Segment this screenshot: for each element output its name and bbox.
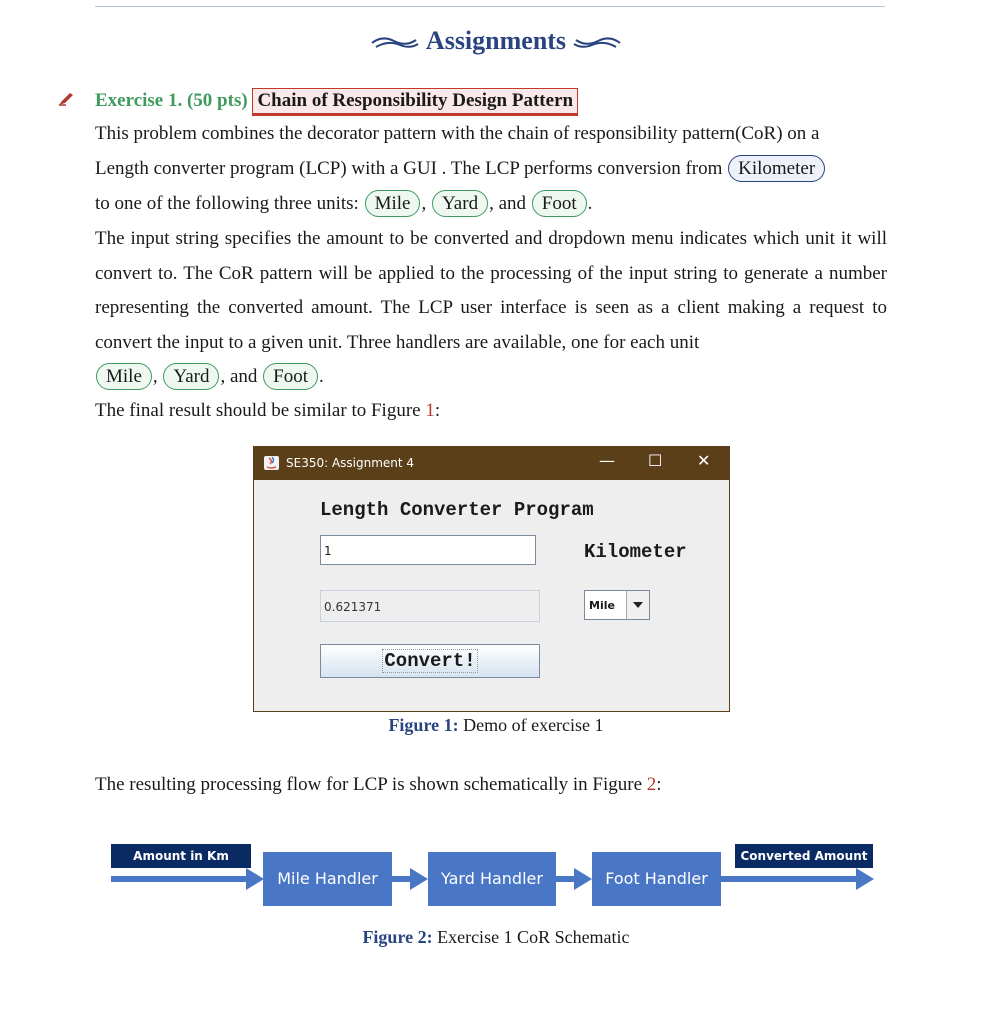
unit-tag-yard: Yard — [432, 190, 488, 217]
foot-handler-box: Foot Handler — [592, 852, 721, 906]
unit-tag-foot-2: Foot — [263, 363, 318, 390]
flow-arrow-2-head — [574, 868, 592, 890]
unit-dropdown-value: Mile — [589, 599, 615, 612]
text-line-3: to one of the following three units: Mile , Yard , and Foot . — [95, 189, 592, 219]
flow-arrow-in — [111, 876, 251, 882]
exercise-number: Exercise 1. (50 pts) — [95, 90, 248, 111]
flow-arrow-out — [721, 876, 861, 882]
figure-1-caption: Figure 1: Demo of exercise 1 — [388, 715, 604, 735]
maximize-icon[interactable]: ☐ — [648, 451, 663, 470]
paragraph-2: The input string specifies the amount to be converted and dropdown menu indicates which unit it will convert to. The CoR pattern will be applied to the processing of the input string to generate a number representing the converted amount. The LCP user interface is seen as a client making a request to convert the input to a given unit. Three handlers are available, one for each unit — [95, 228, 887, 354]
minimize-icon[interactable]: — — [599, 451, 615, 470]
section-title-text: Assignments — [425, 26, 567, 55]
mile-handler-box: Mile Handler — [263, 852, 392, 906]
exercise-title: Chain of Responsibility Design Pattern — [252, 88, 578, 114]
window-title: SE350: Assignment 4 — [286, 456, 415, 470]
figure-1-ref[interactable]: 1 — [425, 400, 435, 421]
close-icon[interactable]: ✕ — [697, 451, 711, 470]
flow-arrow-in-head — [246, 868, 264, 890]
unit-tag-yard-2: Yard — [163, 363, 219, 390]
unit-tag-foot: Foot — [532, 190, 587, 217]
source-unit-label: Kilometer — [584, 541, 687, 563]
program-title: Length Converter Program — [320, 499, 594, 521]
unit-tags-line: Mile , Yard , and Foot . — [95, 362, 324, 392]
amount-input[interactable]: 1 — [320, 535, 536, 565]
output-label: Converted Amount — [735, 844, 873, 868]
figure-2-caption: Figure 2: Exercise 1 CoR Schematic — [362, 927, 630, 947]
text-line-1: This problem combines the decorator pattern with the chain of responsibility pattern(CoR) on a — [95, 123, 820, 144]
flow-text-line: The resulting processing flow for LCP is shown schematically in Figure 2: — [95, 774, 662, 795]
final-result-line: The final result should be similar to Figure 1: — [95, 400, 441, 421]
flow-arrow-1-head — [410, 868, 428, 890]
input-label: Amount in Km — [111, 844, 251, 868]
unit-tag-kilometer: Kilometer — [728, 155, 825, 182]
yard-handler-box: Yard Handler — [428, 852, 556, 906]
flow-arrow-out-head — [856, 868, 874, 890]
text-line-2: Length converter program (LCP) with a GUI . The LCP performs conversion from Kilometer — [95, 154, 826, 184]
figure-2-ref[interactable]: 2 — [646, 774, 657, 795]
result-field: 0.621371 — [320, 590, 540, 622]
unit-tag-mile-2: Mile — [96, 363, 152, 390]
unit-tag-mile: Mile — [365, 190, 421, 217]
convert-button[interactable]: Convert! — [320, 644, 540, 678]
